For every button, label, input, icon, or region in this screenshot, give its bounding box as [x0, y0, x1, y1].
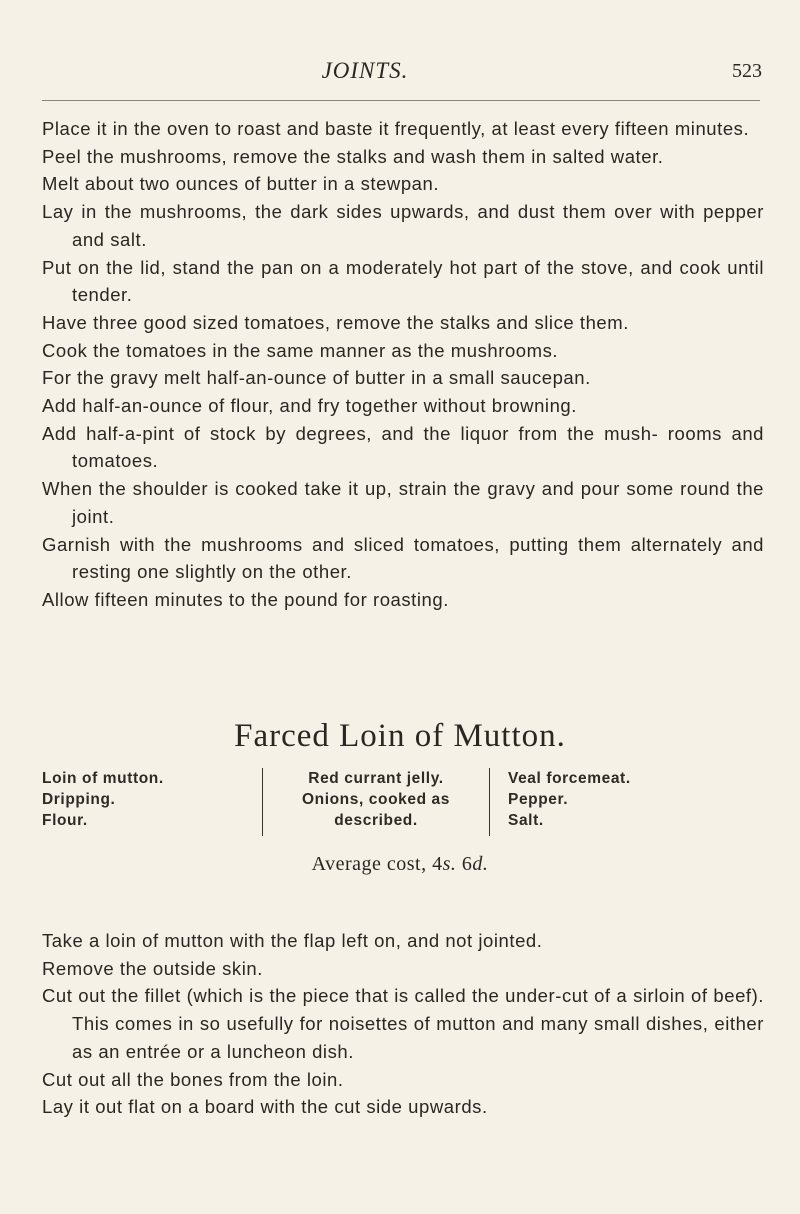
paragraph: Place it in the oven to roast and baste it frequently, at least every fifteen minutes.: [42, 118, 750, 139]
paragraph: Remove the outside skin.: [42, 957, 263, 979]
paragraph: Have three good sized tomatoes, remove the stalks and slice them.: [42, 311, 629, 333]
cost-pence-unit: d.: [472, 853, 489, 875]
ingredient: Loin of mutton.: [42, 770, 164, 787]
ingredients-column-2: [262, 768, 490, 836]
paragraph: Peel the mushrooms, remove the stalks and wash them in salted water.: [42, 145, 664, 167]
paragraph: For the gravy melt half-an-ounce of butter in a small saucepan.: [42, 367, 591, 389]
paragraph: Add half-an-ounce of flour, and fry together without browning.: [42, 395, 577, 417]
paragraph: When the shoulder is cooked take it up, strain the gravy and pour some round the joint.: [42, 478, 764, 527]
paragraph: Cook the tomatoes in the same manner as the mushrooms.: [42, 339, 559, 361]
paragraph: Cut out the fillet (which is the piece that is called the under-cut of a sirloin of beef). This comes in so usefully for noisettes of mutton and many small dishes, either as an entrée or a luncheon dish.: [42, 985, 764, 1062]
cost-pence: 6: [456, 853, 473, 875]
page-number: 523: [732, 60, 762, 82]
average-cost: [0, 853, 800, 876]
running-title: JOINTS.: [321, 58, 409, 83]
paragraph: Garnish with the mushrooms and sliced tomatoes, putting them alternately and resting one slightly on the other.: [42, 533, 764, 583]
paragraph: Lay in the mushrooms, the dark sides upwards, and dust them over with pepper and salt.: [42, 201, 764, 250]
ingredient: Salt.: [508, 812, 544, 829]
paragraph: Cut out all the bones from the loin.: [42, 1068, 344, 1090]
ingredient: Flour.: [42, 812, 88, 829]
ingredient: Onions, cooked as: [301, 791, 450, 808]
method-continued: [42, 115, 764, 614]
header-rule: [42, 100, 760, 101]
cost-shillings-unit: s.: [442, 853, 457, 875]
paragraph: Take a loin of mutton with the flap left on, and not jointed.: [42, 930, 543, 951]
paragraph: Add half-a-pint of stock by degrees, and the liquor from the mush- rooms and tomatoes.: [42, 422, 764, 472]
ingredients-column-3: [508, 768, 762, 831]
ingredient: described.: [334, 812, 418, 829]
recipe-title: Farced Loin of Mutton.: [234, 718, 566, 754]
paragraph: Put on the lid, stand the pan on a moderately hot part of the stove, and cook until tender.: [42, 256, 764, 306]
ingredients-list: [42, 768, 762, 848]
method: [42, 927, 764, 1121]
ingredient: Dripping.: [42, 791, 116, 808]
paragraph: Melt about two ounces of butter in a stewpan.: [42, 173, 440, 195]
paragraph: Allow fifteen minutes to the pound for roasting.: [42, 588, 449, 610]
ingredient: Veal forcemeat.: [508, 770, 631, 787]
ingredient: Pepper.: [508, 791, 569, 808]
ingredients-column-1: [42, 768, 257, 831]
ingredient: Red currant jelly.: [308, 770, 444, 787]
paragraph: Lay it out flat on a board with the cut side upwards.: [42, 1096, 488, 1118]
cost-label: Average cost, 4: [311, 853, 443, 875]
running-head: [0, 58, 800, 98]
